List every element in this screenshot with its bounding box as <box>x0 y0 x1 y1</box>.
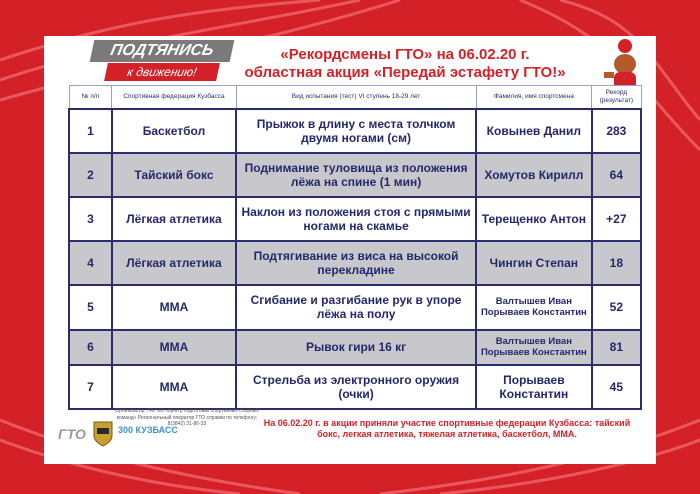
cell-athlete: Валтышев Иван Порываев Константин <box>476 285 592 329</box>
records-table <box>68 85 642 410</box>
table-row <box>69 197 641 241</box>
cell-record: +27 <box>592 197 641 241</box>
cell-record: 52 <box>592 285 641 329</box>
cell-athlete: Ковынев Данил <box>476 109 592 153</box>
cell-record: 81 <box>592 330 641 365</box>
table-row <box>69 109 641 153</box>
kuzbass-300-logo: 300 КУЗБАСС <box>118 425 178 435</box>
cell-athlete: Валтышев Иван Порываев Константин <box>476 330 592 365</box>
gto-logo: ГТО <box>58 426 86 442</box>
cell-number: 5 <box>69 285 112 329</box>
cell-number: 2 <box>69 153 112 197</box>
organizer-info: Организатор: ГАУ КО «Центр подготовки спортивных сборных команд» Региональный оператор ГТО справки по телефону: 8(3842) 31-86-33 <box>114 408 260 427</box>
cell-record: 18 <box>592 241 641 285</box>
cell-record: 45 <box>592 365 641 409</box>
cell-athlete: Чингин Степан <box>476 241 592 285</box>
table-row <box>69 241 641 285</box>
cell-test: Стрельба из электронного оружия (очки) <box>236 365 476 409</box>
cell-test: Наклон из положения стоя с прямыми ногами на скамье <box>236 197 476 241</box>
table-header-row <box>69 86 641 110</box>
cell-federation: Тайский бокс <box>112 153 236 197</box>
table-row <box>69 153 641 197</box>
cell-athlete: Терещенко Антон <box>476 197 592 241</box>
kuzbass-crest-icon <box>92 420 114 448</box>
cell-federation: Лёгкая атлетика <box>112 241 236 285</box>
table-row <box>69 330 641 365</box>
cell-test: Подтягивание из виса на высокой перекладине <box>236 241 476 285</box>
cell-number: 4 <box>69 241 112 285</box>
cell-athlete: Порываев Константин <box>476 365 592 409</box>
cell-number: 7 <box>69 365 112 409</box>
table-row <box>69 365 641 409</box>
participation-note: На 06.02.20 г. в акции приняли участие спортивные федерации Кузбасса: тайский бокс, легкая атлетика, тяжелая атлетика, баскетбол, ММА. <box>263 418 631 439</box>
cell-athlete: Хомутов Кирилл <box>476 153 592 197</box>
col-header-test: Вид испытания (тест) VI ступень 18-29 лет <box>236 86 476 110</box>
logo-line1: ПОДТЯНИСЬ <box>90 40 235 62</box>
cell-number: 1 <box>69 109 112 153</box>
cell-number: 6 <box>69 330 112 365</box>
cell-test: Сгибание и разгибание рук в упоре лёжа на полу <box>236 285 476 329</box>
table-row <box>69 285 641 329</box>
cell-federation: Лёгкая атлетика <box>112 197 236 241</box>
cell-federation: ММА <box>112 285 236 329</box>
title-line1: «Рекордсмены ГТО» на 06.02.20 г. <box>280 46 530 63</box>
cell-federation: ММА <box>112 330 236 365</box>
cell-test: Рывок гири 16 кг <box>236 330 476 365</box>
podtyanis-logo <box>92 40 242 84</box>
cell-federation: Баскетбол <box>112 109 236 153</box>
cell-test: Прыжок в длину с места толчком двумя ногами (см) <box>236 109 476 153</box>
col-header-record: Рекорд (результат) <box>592 86 641 110</box>
cell-test: Поднимание туловища из положения лёжа на спине (1 мин) <box>236 153 476 197</box>
cell-record: 64 <box>592 153 641 197</box>
col-header-federation: Спортивная федерация Кузбасса <box>112 86 236 110</box>
cell-number: 3 <box>69 197 112 241</box>
cell-record: 283 <box>592 109 641 153</box>
col-header-athlete: Фамилия, имя спортсмена <box>476 86 592 110</box>
col-header-number: № п/п <box>69 86 112 110</box>
page-title <box>230 46 580 82</box>
title-line2: областная акция «Передай эстафету ГТО!» <box>244 64 566 81</box>
logo-line2: к движению! <box>104 63 220 81</box>
cell-federation: ММА <box>112 365 236 409</box>
